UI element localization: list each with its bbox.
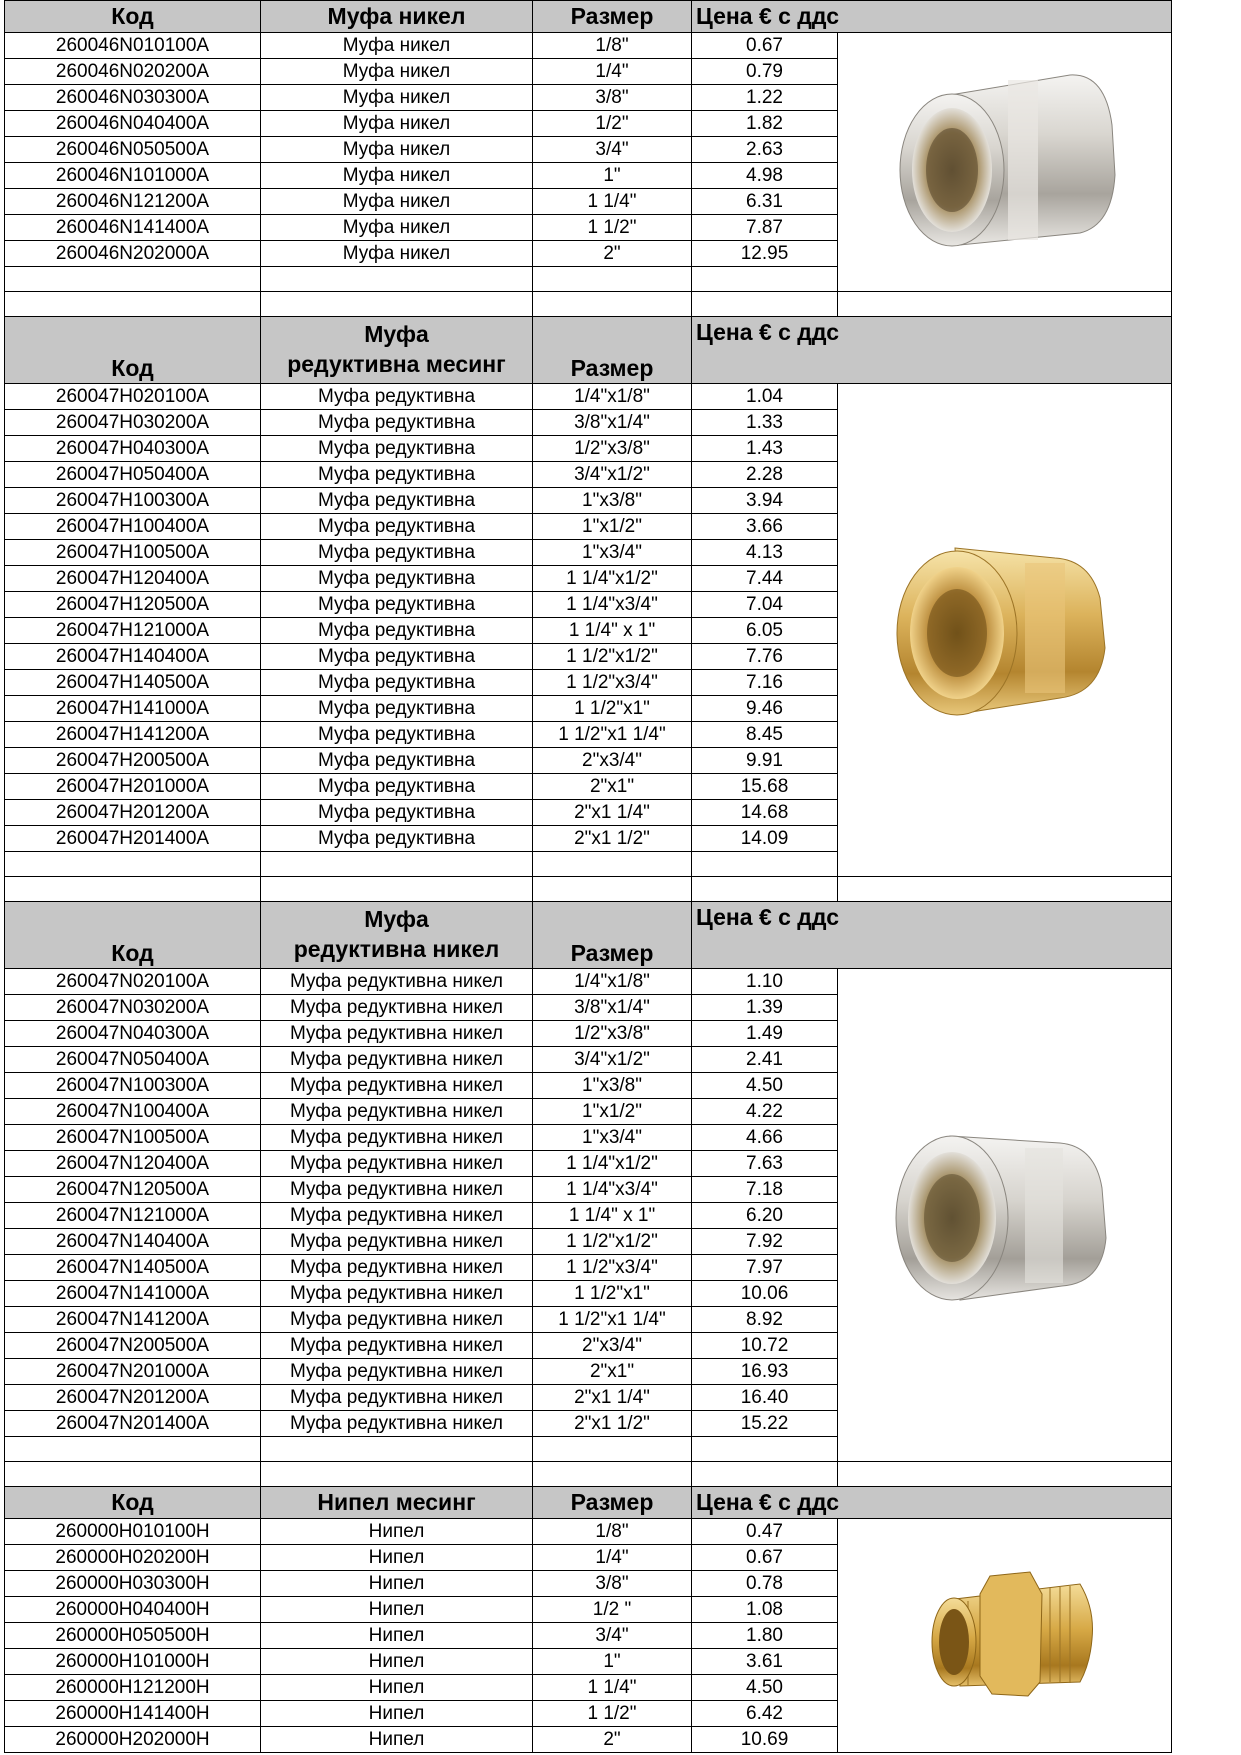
product-price: 3.66 [692,514,838,540]
product-name: Муфа редуктивна [261,644,533,670]
product-price: 9.46 [692,696,838,722]
product-name: Муфа никел [261,163,533,189]
product-price: 15.68 [692,774,838,800]
product-price: 7.04 [692,592,838,618]
blank-row [5,292,1172,317]
product-price: 10.06 [692,1281,838,1307]
product-price: 0.67 [692,33,838,59]
product-code: 260047H200500A [5,748,261,774]
product-size: 1 1/4"x1/2" [533,566,692,592]
header-name: Муфа никел [261,1,533,33]
product-size: 3/8"x1/4" [533,995,692,1021]
product-image-cell [838,33,1172,292]
product-name: Нипел [261,1571,533,1597]
product-price: 16.40 [692,1385,838,1411]
product-price: 4.50 [692,1675,838,1701]
header-code: Код [5,1,261,33]
product-code: 260047N200500A [5,1333,261,1359]
nickel-reducing-coupling-icon [890,1118,1120,1308]
product-name: Муфа редуктивна [261,670,533,696]
table-row [5,33,1172,59]
product-size: 3/4"x1/2" [533,1047,692,1073]
product-code: 260047N141000A [5,1281,261,1307]
product-code: 260047N201400A [5,1411,261,1437]
product-name: Муфа редуктивна никел [261,1255,533,1281]
product-size: 3/8" [533,1571,692,1597]
product-name: Муфа редуктивна никел [261,1203,533,1229]
product-size: 1 1/4"x1/2" [533,1151,692,1177]
product-name: Муфа редуктивна никел [261,1359,533,1385]
product-code: 260047N020100A [5,969,261,995]
blank-cell [261,852,533,877]
product-name: Нипел [261,1623,533,1649]
product-price: 0.47 [692,1519,838,1545]
product-code: 260047N140500A [5,1255,261,1281]
product-code: 260047N120500A [5,1177,261,1203]
product-code: 260047H201200A [5,800,261,826]
product-size: 3/8"x1/4" [533,410,692,436]
product-code: 260047H100300A [5,488,261,514]
product-code: 260046N101000A [5,163,261,189]
product-code: 260047H201000A [5,774,261,800]
product-code: 260000H030300H [5,1571,261,1597]
product-price: 4.13 [692,540,838,566]
product-size: 1 1/2"x1" [533,696,692,722]
product-size: 1 1/2"x3/4" [533,1255,692,1281]
header-price: Цена € с ддс [692,1,1172,33]
product-size: 2"x3/4" [533,1333,692,1359]
product-code: 260047N100500A [5,1125,261,1151]
blank-cell [533,267,692,292]
product-price: 0.67 [692,1545,838,1571]
product-price: 1.80 [692,1623,838,1649]
product-size: 1" [533,163,692,189]
section-header-row [5,902,1172,969]
product-price: 7.18 [692,1177,838,1203]
product-price: 15.22 [692,1411,838,1437]
product-code: 260000H121200H [5,1675,261,1701]
product-code: 260000H202000H [5,1727,261,1753]
product-name: Муфа никел [261,111,533,137]
blank-cell [5,1437,261,1462]
product-size: 1/2" [533,111,692,137]
product-code: 260046N141400A [5,215,261,241]
product-code: 260047H140500A [5,670,261,696]
product-code: 260047N201200A [5,1385,261,1411]
product-size: 1/4"x1/8" [533,384,692,410]
header-size: Размер [533,902,692,969]
product-name: Муфа редуктивна [261,592,533,618]
product-price: 3.94 [692,488,838,514]
blank-cell [838,1462,1172,1487]
product-name: Муфа редуктивна [261,462,533,488]
product-code: 260047H020100A [5,384,261,410]
product-size: 2"x1 1/4" [533,800,692,826]
product-size: 1"x1/2" [533,514,692,540]
product-code: 260047N050400A [5,1047,261,1073]
product-price: 12.95 [692,241,838,267]
product-size: 1 1/2" [533,215,692,241]
product-price: 4.98 [692,163,838,189]
product-name: Муфа никел [261,137,533,163]
product-name: Нипел [261,1519,533,1545]
product-price: 10.72 [692,1333,838,1359]
product-name: Муфа редуктивна [261,722,533,748]
blank-cell [533,852,692,877]
header-price: Цена € с ддс [692,317,1172,384]
product-name: Муфа никел [261,189,533,215]
product-code: 260047H030200A [5,410,261,436]
brass-nipple-icon [910,1564,1100,1704]
product-price: 0.79 [692,59,838,85]
product-code: 260047N201000A [5,1359,261,1385]
product-code: 260046N202000A [5,241,261,267]
blank-cell [692,852,838,877]
product-price: 4.66 [692,1125,838,1151]
product-name: Муфа редуктивна никел [261,995,533,1021]
product-size: 3/4"x1/2" [533,462,692,488]
product-size: 3/4" [533,1623,692,1649]
blank-row [5,1462,1172,1487]
product-size: 1/4" [533,1545,692,1571]
header-price: Цена € с ддс [692,902,1172,969]
blank-cell [261,1437,533,1462]
header-name: Нипел месинг [261,1487,533,1519]
blank-cell [5,292,261,317]
price-list-sheet [4,0,1171,1753]
product-code: 260047H050400A [5,462,261,488]
product-price: 1.33 [692,410,838,436]
product-price: 8.45 [692,722,838,748]
product-size: 1/2 " [533,1597,692,1623]
table-row [5,1519,1172,1545]
product-size: 2"x1" [533,774,692,800]
product-image [890,1118,1120,1312]
product-size: 1"x3/4" [533,1125,692,1151]
product-code: 260047N121000A [5,1203,261,1229]
product-name: Муфа редуктивна [261,540,533,566]
product-code: 260047N100300A [5,1073,261,1099]
product-name: Муфа редуктивна [261,436,533,462]
product-price: 7.16 [692,670,838,696]
blank-cell [533,1437,692,1462]
product-code: 260047N140400A [5,1229,261,1255]
product-price: 1.43 [692,436,838,462]
product-name: Муфа редуктивна никел [261,1411,533,1437]
product-name: Муфа никел [261,215,533,241]
section-header-row [5,1487,1172,1519]
product-image-cell [838,969,1172,1462]
header-name-line1: Муфа [364,321,429,348]
product-name: Муфа редуктивна [261,826,533,852]
header-name-line2: редуктивна месинг [287,351,506,377]
product-price: 7.92 [692,1229,838,1255]
product-price: 1.49 [692,1021,838,1047]
product-name: Муфа редуктивна [261,800,533,826]
product-image [910,1564,1100,1708]
product-name: Муфа редуктивна [261,566,533,592]
product-name: Муфа редуктивна никел [261,1021,533,1047]
header-code: Код [5,1487,261,1519]
header-price: Цена € с ддс [692,1487,1172,1519]
product-name: Муфа редуктивна никел [261,1307,533,1333]
product-size: 1 1/2"x3/4" [533,670,692,696]
product-name: Муфа редуктивна [261,618,533,644]
product-size: 1 1/4" x 1" [533,618,692,644]
product-size: 3/8" [533,85,692,111]
blank-cell [838,877,1172,902]
product-price: 4.50 [692,1073,838,1099]
product-code: 260047H120400A [5,566,261,592]
header-name [261,902,533,969]
product-name: Муфа редуктивна никел [261,1333,533,1359]
product-size: 1"x3/8" [533,1073,692,1099]
product-size: 1/4" [533,59,692,85]
product-price: 7.63 [692,1151,838,1177]
product-name: Нипел [261,1545,533,1571]
product-name: Муфа редуктивна никел [261,1047,533,1073]
product-price: 7.87 [692,215,838,241]
product-code: 260047H040300A [5,436,261,462]
product-name: Муфа редуктивна [261,514,533,540]
product-name: Муфа редуктивна [261,748,533,774]
header-name [261,317,533,384]
product-image-cell [838,384,1172,877]
product-name: Муфа редуктивна никел [261,1073,533,1099]
product-price: 3.61 [692,1649,838,1675]
blank-cell [5,1462,261,1487]
product-code: 260046N030300A [5,85,261,111]
product-code: 260047H141200A [5,722,261,748]
product-name: Муфа редуктивна никел [261,969,533,995]
blank-cell [692,292,838,317]
product-code: 260000H040400H [5,1597,261,1623]
product-size: 1 1/4" [533,1675,692,1701]
product-code: 260047N100400A [5,1099,261,1125]
product-price: 1.10 [692,969,838,995]
product-name: Муфа никел [261,59,533,85]
header-name-line1: Муфа [364,906,429,933]
product-price: 6.20 [692,1203,838,1229]
blank-row [5,877,1172,902]
product-code: 260047N141200A [5,1307,261,1333]
product-code: 260000H020200H [5,1545,261,1571]
product-price: 14.09 [692,826,838,852]
section-header-row [5,317,1172,384]
product-price: 1.22 [692,85,838,111]
product-size: 1 1/2"x1 1/4" [533,722,692,748]
blank-cell [261,267,533,292]
product-size: 1/8" [533,1519,692,1545]
product-code: 260047H140400A [5,644,261,670]
header-name-line2: редуктивна никел [293,936,500,962]
product-size: 2"x1 1/2" [533,1411,692,1437]
product-size: 1 1/2"x1 1/4" [533,1307,692,1333]
brass-reducing-coupling-icon [885,528,1125,728]
product-price: 2.41 [692,1047,838,1073]
product-name: Муфа никел [261,241,533,267]
product-code: 260047H100500A [5,540,261,566]
product-price: 6.31 [692,189,838,215]
product-code: 260046N121200A [5,189,261,215]
header-code: Код [5,317,261,384]
section-header-row [5,1,1172,33]
product-size: 1 1/4"x3/4" [533,1177,692,1203]
product-price: 7.97 [692,1255,838,1281]
table-row [5,384,1172,410]
product-price: 7.76 [692,644,838,670]
product-code: 260047H120500A [5,592,261,618]
product-size: 1 1/2" [533,1701,692,1727]
product-name: Муфа редуктивна [261,410,533,436]
product-size: 1 1/2"x1/2" [533,1229,692,1255]
blank-cell [5,267,261,292]
product-code: 260000H050500H [5,1623,261,1649]
product-code: 260047N030200A [5,995,261,1021]
product-name: Нипел [261,1597,533,1623]
product-image [890,65,1120,259]
product-code: 260047H121000A [5,618,261,644]
header-size: Размер [533,317,692,384]
product-size: 1/2"x3/8" [533,1021,692,1047]
product-size: 1/4"x1/8" [533,969,692,995]
product-price: 1.82 [692,111,838,137]
product-name: Муфа никел [261,33,533,59]
product-price: 14.68 [692,800,838,826]
product-code: 260046N020200A [5,59,261,85]
blank-cell [5,852,261,877]
product-price: 2.28 [692,462,838,488]
product-price: 6.05 [692,618,838,644]
product-code: 260047N040300A [5,1021,261,1047]
product-code: 260000H010100H [5,1519,261,1545]
product-image-cell [838,1519,1172,1753]
product-size: 1"x3/4" [533,540,692,566]
product-size: 2"x1 1/4" [533,1385,692,1411]
product-name: Муфа редуктивна [261,384,533,410]
nickel-coupling-icon [890,65,1120,255]
product-size: 1/8" [533,33,692,59]
header-size: Размер [533,1487,692,1519]
product-name: Муфа редуктивна никел [261,1281,533,1307]
product-name: Муфа редуктивна [261,774,533,800]
blank-cell [692,1462,838,1487]
product-price: 4.22 [692,1099,838,1125]
product-price: 1.39 [692,995,838,1021]
product-code: 260047H201400A [5,826,261,852]
product-size: 2" [533,241,692,267]
product-name: Нипел [261,1727,533,1753]
product-size: 1/2"x3/8" [533,436,692,462]
product-price: 7.44 [692,566,838,592]
product-price: 1.04 [692,384,838,410]
product-size: 2"x1 1/2" [533,826,692,852]
product-code: 260047N120400A [5,1151,261,1177]
product-price: 0.78 [692,1571,838,1597]
product-price: 9.91 [692,748,838,774]
product-name: Муфа редуктивна никел [261,1229,533,1255]
product-price: 2.63 [692,137,838,163]
product-size: 2"x3/4" [533,748,692,774]
product-size: 2"x1" [533,1359,692,1385]
product-name: Муфа редуктивна никел [261,1099,533,1125]
product-image [885,528,1125,732]
product-name: Муфа редуктивна никел [261,1385,533,1411]
product-size: 1 1/2"x1/2" [533,644,692,670]
blank-cell [5,877,261,902]
product-name: Нипел [261,1675,533,1701]
product-size: 2" [533,1727,692,1753]
product-name: Нипел [261,1701,533,1727]
product-name: Муфа редуктивна [261,488,533,514]
blank-cell [261,292,533,317]
product-code: 260047H141000A [5,696,261,722]
blank-cell [533,292,692,317]
product-size: 1 1/4" [533,189,692,215]
blank-cell [692,267,838,292]
product-size: 1 1/4"x3/4" [533,592,692,618]
blank-cell [261,877,533,902]
product-name: Муфа редуктивна никел [261,1125,533,1151]
product-size: 1"x1/2" [533,1099,692,1125]
price-table [4,0,1172,1753]
blank-cell [261,1462,533,1487]
blank-cell [533,1462,692,1487]
product-name: Нипел [261,1649,533,1675]
product-code: 260000H141400H [5,1701,261,1727]
product-name: Муфа редуктивна никел [261,1177,533,1203]
product-price: 16.93 [692,1359,838,1385]
product-name: Муфа редуктивна никел [261,1151,533,1177]
product-size: 1 1/2"x1" [533,1281,692,1307]
blank-cell [533,877,692,902]
product-price: 6.42 [692,1701,838,1727]
table-row [5,969,1172,995]
product-code: 260047H100400A [5,514,261,540]
product-size: 1 1/4" x 1" [533,1203,692,1229]
product-code: 260000H101000H [5,1649,261,1675]
product-size: 1"x3/8" [533,488,692,514]
product-name: Муфа никел [261,85,533,111]
product-code: 260046N050500A [5,137,261,163]
blank-cell [692,1437,838,1462]
blank-cell [692,877,838,902]
product-price: 10.69 [692,1727,838,1753]
blank-cell [838,292,1172,317]
product-size: 3/4" [533,137,692,163]
header-size: Размер [533,1,692,33]
product-size: 1" [533,1649,692,1675]
product-name: Муфа редуктивна [261,696,533,722]
header-code: Код [5,902,261,969]
product-price: 8.92 [692,1307,838,1333]
product-code: 260046N010100A [5,33,261,59]
product-code: 260046N040400A [5,111,261,137]
product-price: 1.08 [692,1597,838,1623]
